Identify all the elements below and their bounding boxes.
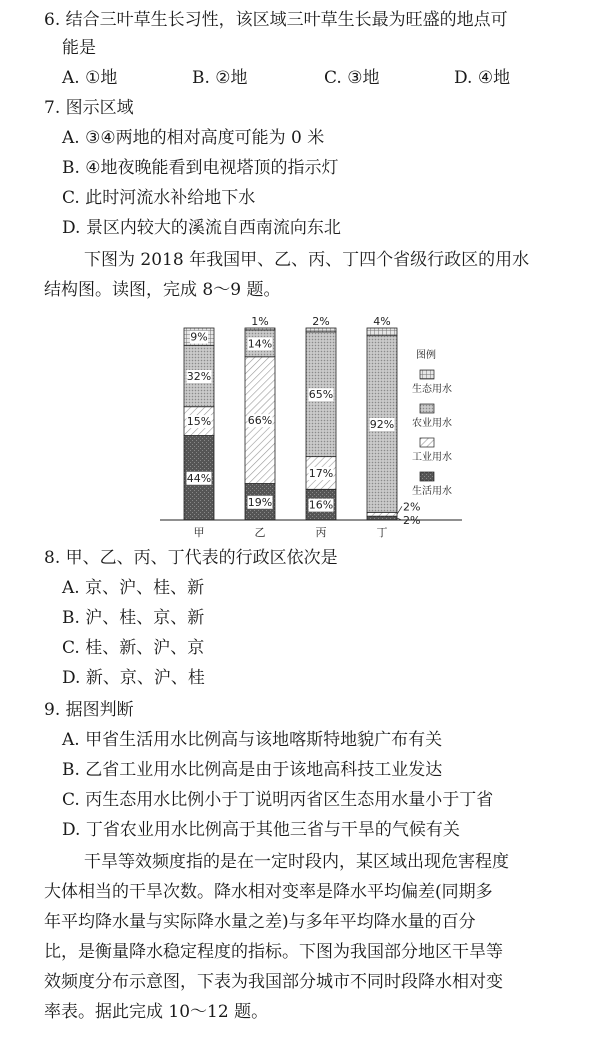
intro1-line1: 下图为 2018 年我国甲、乙、丙、丁四个省级行政区的用水 bbox=[84, 250, 530, 270]
q6-option-c[interactable]: C. ③地 bbox=[324, 68, 380, 88]
q9-option-c[interactable]: C. 丙生态用水比例小于丁说明丙省区生态用水量小于丁省 bbox=[62, 790, 494, 810]
data-label: 66% bbox=[247, 414, 273, 428]
q8-stem: 8. 甲、乙、丙、丁代表的行政区依次是 bbox=[44, 548, 338, 568]
q9-option-a[interactable]: A. 甲省生活用水比例高与该地喀斯特地貌广布有关 bbox=[62, 730, 443, 750]
q7-stem: 7. 图示区域 bbox=[44, 98, 134, 118]
intro2-line6: 率表。据此完成 10～12 题。 bbox=[44, 1002, 269, 1022]
bar-segment bbox=[367, 512, 397, 516]
q8-option-c[interactable]: C. 桂、新、沪、京 bbox=[62, 638, 205, 658]
q9-option-d[interactable]: D. 丁省农业用水比例高于其他三省与干旱的气候有关 bbox=[62, 820, 460, 840]
intro2-line2: 大体相当的干旱次数。降水相对变率是降水平均偏差(同期多 bbox=[44, 882, 493, 902]
legend-title: 图例 bbox=[416, 350, 436, 361]
q6-stem-line1: 6. 结合三叶草生长习性，该区域三叶草生长最为旺盛的地点可 bbox=[44, 10, 508, 30]
legend-swatch bbox=[420, 438, 434, 447]
data-label: 1% bbox=[251, 315, 269, 328]
data-label: 19% bbox=[247, 495, 273, 509]
intro2-line1: 干旱等效频度指的是在一定时段内，某区域出现危害程度 bbox=[84, 852, 509, 872]
data-label: 32% bbox=[186, 370, 212, 383]
intro2-line5: 效频度分布示意图，下表为我国部分城市不同时段降水相对变 bbox=[44, 972, 503, 992]
data-label: 4% bbox=[373, 315, 391, 328]
q9-option-b[interactable]: B. 乙省工业用水比例高是由于该地高科技工业发达 bbox=[62, 760, 443, 780]
q8-option-b[interactable]: B. 沪、桂、京、新 bbox=[62, 608, 205, 628]
data-label: 2% bbox=[403, 514, 421, 528]
q7-option-b[interactable]: B. ④地夜晚能看到电视塔顶的指示灯 bbox=[62, 158, 339, 178]
legend-label: 农业用水 bbox=[412, 418, 452, 429]
bar-segment bbox=[367, 516, 397, 520]
data-label: 2% bbox=[403, 500, 421, 514]
data-label: 65% bbox=[308, 388, 334, 402]
bar-segment bbox=[367, 328, 397, 336]
data-label: 44% bbox=[186, 471, 212, 485]
q7-option-d[interactable]: D. 景区内较大的溪流自西南流向东北 bbox=[62, 218, 341, 238]
data-label: 2% bbox=[312, 315, 330, 328]
data-label: 15% bbox=[186, 415, 212, 429]
q9-stem: 9. 据图判断 bbox=[44, 700, 134, 720]
x-tick-label: 丙 bbox=[315, 526, 327, 539]
q8-option-d[interactable]: D. 新、京、沪、桂 bbox=[62, 668, 205, 688]
q7-option-a[interactable]: A. ③④两地的相对高度可能为 0 米 bbox=[62, 128, 325, 148]
intro2-line3: 年平均降水量与实际降水量之差)与多年平均降水量的百分 bbox=[44, 912, 476, 932]
legend-swatch bbox=[420, 404, 434, 413]
legend-label: 工业用水 bbox=[412, 452, 452, 463]
intro1-line2: 结构图。读图，完成 8～9 题。 bbox=[44, 280, 281, 300]
data-label: 14% bbox=[247, 337, 273, 351]
legend-label: 生态用水 bbox=[412, 384, 452, 395]
leader-line bbox=[397, 506, 402, 514]
x-tick-label: 乙 bbox=[254, 526, 266, 539]
x-tick-label: 丁 bbox=[376, 526, 388, 539]
q6-options bbox=[62, 66, 582, 90]
q6-option-a[interactable]: A. ①地 bbox=[62, 68, 118, 88]
data-label: 16% bbox=[308, 498, 334, 512]
water-use-structure-chart bbox=[150, 306, 480, 542]
q8-option-a[interactable]: A. 京、沪、桂、新 bbox=[62, 578, 205, 598]
x-tick-label: 甲 bbox=[193, 526, 205, 539]
q6-option-d[interactable]: D. ④地 bbox=[454, 68, 511, 88]
data-label: 9% bbox=[190, 330, 208, 344]
data-label: 92% bbox=[369, 418, 395, 431]
q6-stem-line2: 能是 bbox=[62, 38, 96, 58]
q7-option-c[interactable]: C. 此时河流水补给地下水 bbox=[62, 188, 256, 208]
q6-option-b[interactable]: B. ②地 bbox=[192, 68, 248, 88]
legend-swatch bbox=[420, 370, 434, 379]
data-label: 17% bbox=[308, 466, 334, 480]
legend-label: 生活用水 bbox=[412, 486, 452, 497]
bar-segment bbox=[245, 328, 275, 330]
bar-segment bbox=[306, 328, 336, 332]
intro2-line4: 比，是衡量降水稳定程度的指标。下图为我国部分地区干旱等 bbox=[44, 942, 503, 962]
legend-swatch bbox=[420, 472, 434, 481]
